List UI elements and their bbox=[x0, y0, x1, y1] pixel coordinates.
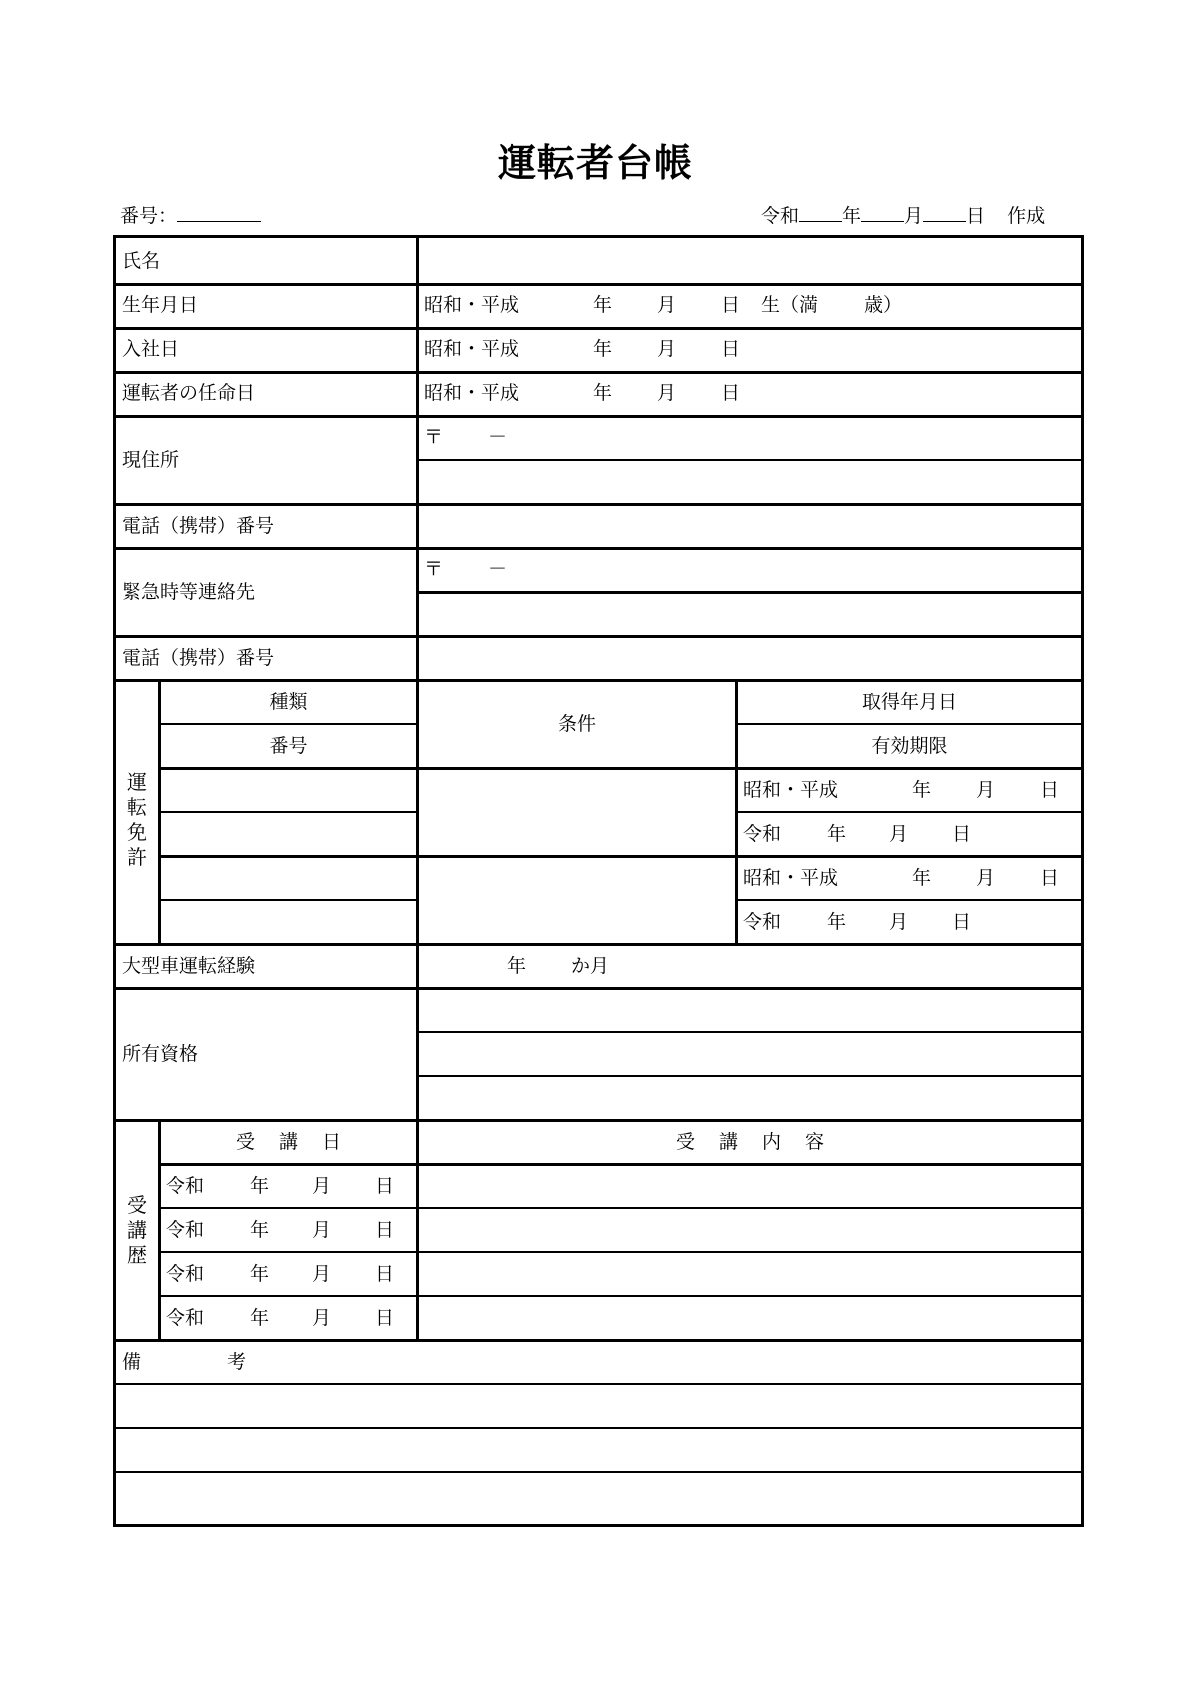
era-label: 令和 bbox=[761, 205, 800, 227]
training-date-header: 受 講 日 bbox=[235, 1131, 342, 1153]
license-expiry-header: 有効期限 bbox=[871, 735, 948, 757]
training3-era: 令和 bbox=[166, 1263, 205, 1285]
label-emergency-phone: 電話（携帯）番号 bbox=[122, 647, 275, 669]
training1-month: 月 bbox=[312, 1175, 332, 1197]
day-field[interactable] bbox=[923, 204, 966, 222]
label-appointment-date: 運転者の任命日 bbox=[122, 382, 256, 404]
appoint-month-label: 月 bbox=[657, 382, 677, 404]
training2-year: 年 bbox=[250, 1219, 270, 1241]
training3-year: 年 bbox=[250, 1263, 270, 1285]
training-content-header: 受 講 内 容 bbox=[675, 1131, 825, 1153]
age-close-label: 歳） bbox=[864, 294, 903, 316]
age-open-label: 生（満 bbox=[761, 294, 819, 316]
join-era: 昭和・平成 bbox=[424, 338, 520, 360]
label-remarks-2: 考 bbox=[227, 1351, 247, 1373]
number-label: 番号： bbox=[120, 205, 178, 227]
year-field[interactable] bbox=[799, 204, 842, 222]
license2-acquired-year: 年 bbox=[912, 867, 932, 889]
page-title: 運転者台帳 bbox=[497, 141, 693, 185]
license2-expiry-day: 日 bbox=[952, 911, 972, 933]
label-remarks: 備 bbox=[122, 1351, 142, 1373]
license2-acquired-month: 月 bbox=[976, 867, 996, 889]
training1-day: 日 bbox=[375, 1175, 395, 1197]
training4-month: 月 bbox=[312, 1307, 332, 1329]
emergency-postal-mark: 〒 bbox=[424, 558, 444, 580]
training1-era: 令和 bbox=[166, 1175, 205, 1197]
birth-era: 昭和・平成 bbox=[424, 294, 520, 316]
created-label: 作成 bbox=[1007, 205, 1046, 227]
label-name: 氏名 bbox=[122, 250, 161, 272]
training3-day: 日 bbox=[375, 1263, 395, 1285]
license1-acquired-era: 昭和・平成 bbox=[743, 779, 839, 801]
label-phone: 電話（携帯）番号 bbox=[122, 515, 275, 537]
license2-acquired-day: 日 bbox=[1040, 867, 1060, 889]
postal-mark: 〒 bbox=[424, 426, 444, 448]
license-type-header: 種類 bbox=[269, 691, 308, 713]
license1-expiry-year: 年 bbox=[827, 823, 847, 845]
appoint-year-label: 年 bbox=[593, 382, 613, 404]
experience-year-label: 年 bbox=[507, 955, 527, 977]
year-label: 年 bbox=[842, 205, 862, 227]
join-day-label: 日 bbox=[721, 338, 741, 360]
license1-acquired-day: 日 bbox=[1040, 779, 1060, 801]
birth-day-label: 日 bbox=[721, 294, 741, 316]
join-year-label: 年 bbox=[593, 338, 613, 360]
training2-era: 令和 bbox=[166, 1219, 205, 1241]
license1-acquired-year: 年 bbox=[912, 779, 932, 801]
training4-era: 令和 bbox=[166, 1307, 205, 1329]
training-side-label: 受 講 歴 bbox=[127, 1193, 147, 1267]
label-birth-date: 生年月日 bbox=[122, 294, 199, 316]
experience-month-label: か月 bbox=[571, 955, 610, 977]
document-number bbox=[120, 201, 261, 228]
join-month-label: 月 bbox=[657, 338, 677, 360]
number-field[interactable] bbox=[177, 204, 261, 222]
training4-year: 年 bbox=[250, 1307, 270, 1329]
appoint-era: 昭和・平成 bbox=[424, 382, 520, 404]
appoint-day-label: 日 bbox=[721, 382, 741, 404]
training1-year: 年 bbox=[250, 1175, 270, 1197]
training3-month: 月 bbox=[312, 1263, 332, 1285]
emergency-postal-dash: － bbox=[488, 558, 508, 580]
license2-expiry-era: 令和 bbox=[743, 911, 782, 933]
license-side-label: 運 転 免 許 bbox=[127, 770, 147, 869]
license1-expiry-day: 日 bbox=[952, 823, 972, 845]
license-conditions-header: 条件 bbox=[557, 713, 596, 735]
training2-day: 日 bbox=[375, 1219, 395, 1241]
day-label: 日 bbox=[966, 205, 986, 227]
birth-month-label: 月 bbox=[657, 294, 677, 316]
month-field[interactable] bbox=[861, 204, 904, 222]
license-acquired-header: 取得年月日 bbox=[861, 691, 957, 713]
license2-acquired-era: 昭和・平成 bbox=[743, 867, 839, 889]
label-address: 現住所 bbox=[122, 449, 180, 471]
license2-expiry-month: 月 bbox=[889, 911, 909, 933]
license2-expiry-year: 年 bbox=[827, 911, 847, 933]
license1-expiry-month: 月 bbox=[889, 823, 909, 845]
label-join-date: 入社日 bbox=[122, 338, 180, 360]
month-label: 月 bbox=[904, 205, 924, 227]
license1-expiry-era: 令和 bbox=[743, 823, 782, 845]
postal-dash: － bbox=[488, 426, 508, 448]
creation-date bbox=[761, 201, 1045, 228]
license-number-header: 番号 bbox=[269, 735, 308, 757]
training2-month: 月 bbox=[312, 1219, 332, 1241]
license1-acquired-month: 月 bbox=[976, 779, 996, 801]
label-large-vehicle-experience: 大型車運転経験 bbox=[122, 955, 256, 977]
form-table bbox=[113, 235, 1084, 1527]
birth-year-label: 年 bbox=[593, 294, 613, 316]
label-qualifications: 所有資格 bbox=[122, 1043, 199, 1065]
label-emergency-contact: 緊急時等連絡先 bbox=[122, 581, 256, 603]
training4-day: 日 bbox=[375, 1307, 395, 1329]
